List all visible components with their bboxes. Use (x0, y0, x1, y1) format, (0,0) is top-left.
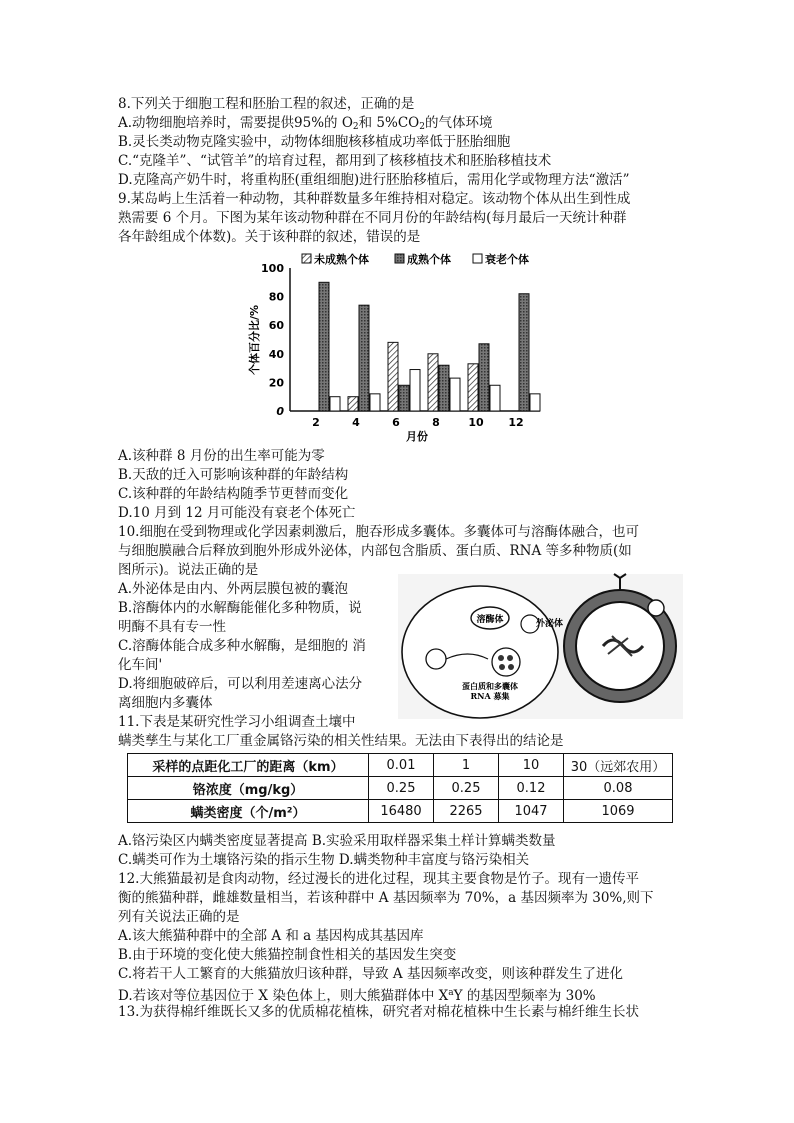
chart-xticks (312, 416, 523, 429)
q10-option-d-line2: 离细胞内多囊体 (118, 695, 213, 711)
q8-option-b: B.灵长类动物克隆实验中，动物体细胞核移植成功率低于胚胎细胞 (118, 134, 511, 150)
q9-option-c: C.该种群的年龄结构随季节更替而变化 (118, 486, 349, 502)
bar-mature (519, 294, 529, 411)
chart-ylabel: 个体百分比/% (248, 304, 261, 376)
q8-option-d: D.克隆高产奶牛时，将重构胚(重组细胞)进行胚胎移植后，需用化学或物理方法“激活” (118, 172, 630, 188)
y-tick-label: 40 (268, 347, 284, 361)
q12-option-d: D.若该对等位基因位于 X 染色体上，则大熊猫群体中 $X^aY$ 的基因型频率为 30% (118, 988, 596, 1004)
q9-option-d: D.10 月到 12 月可能没有衰老个体死亡 (118, 505, 356, 521)
bar-senescent (330, 397, 340, 411)
q10-stem-line3: 图所示)。说法正确的是 (118, 562, 259, 578)
q9-stem-line3: 各年龄组成个体数)。关于该种群的叙述，错误的是 (118, 229, 421, 245)
y-tick-label: 20 (268, 376, 284, 390)
q10-option-d-line1: D.将细胞破碎后，可以利用差速离心法分 (118, 676, 363, 692)
legend-swatch-senescent (473, 254, 482, 263)
bar-mature (399, 385, 409, 411)
q12-option-a: A.该大熊猫种群中的全部 A 和 a 基因构成其基因库 (118, 928, 424, 944)
bar-immature (348, 397, 358, 411)
q10-stem-line1: 10.细胞在受到物理或化学因素刺激后，胞吞形成多囊体。多囊体可与溶酶体融合，也可 (118, 524, 639, 540)
table-header-row (128, 754, 673, 777)
q10-option-c-line1: C.溶酶体能合成多种水解酶，是细胞的 消 (118, 638, 366, 654)
exosome-zoom-inner (576, 602, 664, 690)
y-tick-label: 100 (261, 262, 284, 275)
legend-label-mature: 成熟个体 (407, 253, 451, 266)
q10-option-b-line1: B.溶酶体内的水解酶能催化多种物质，说 (118, 600, 362, 616)
bar-mature (359, 305, 369, 411)
q8-option-c: C.“克隆羊”、“试管羊”的培育过程，都用到了核移植技术和胚胎移植技术 (118, 153, 552, 169)
table-cell: 0.25 (369, 777, 434, 800)
bar-senescent (370, 394, 380, 411)
x-tick-label: 12 (508, 416, 524, 429)
bar-mature (439, 365, 449, 411)
table-cell: 16480 (369, 800, 434, 823)
q8-stem: 8.下列关于细胞工程和胚胎工程的叙述，正确的是 (118, 96, 415, 112)
y-tick-label: 0 (276, 405, 284, 418)
table-cell: 0.25 (434, 777, 499, 800)
table-cell: 1069 (564, 800, 673, 823)
q9-option-b: B.天敌的迁入可影响该种群的年龄结构 (118, 467, 349, 483)
chart-yticks (261, 262, 284, 418)
mvb-label-line2: RNA 募集 (470, 691, 510, 701)
x-tick-label: 4 (352, 416, 360, 429)
legend-swatch-immature (302, 254, 311, 263)
q10-option-b-line2: 明酶不具有专一性 (118, 619, 226, 635)
q10-option-a: A.外泌体是由内、外两层膜包被的囊泡 (118, 581, 349, 597)
q12-option-b: B.由于环境的变化使大熊猫控制食性相关的基因发生突变 (118, 947, 457, 963)
exosome-diagram (398, 574, 683, 719)
q12-stem-line1: 12.大熊猫最初是食肉动物，经过漫长的进化过程，现其主要食物是竹子。现有一遗传平 (118, 871, 639, 887)
q11-options-line1: A.铬污染区内螨类密度显著提高 B.实验采用取样器采集土样计算螨类数量 (118, 833, 556, 849)
q11-stem-line1: 11.下表是某研究性学习小组调查土壤中 (118, 714, 356, 730)
q9-stem-line1: 9.某岛屿上生活着一种动物，其种群数量多年维持相对稳定。该动物个体从出生到性成 (118, 191, 631, 207)
q13-stem-line1: 13.为获得棉纤维既长又多的优质棉花植株，研究者对棉花植株中生长素与棉纤维生长状 (118, 1004, 639, 1020)
x-tick-label: 10 (468, 416, 484, 429)
table-cell: 铬浓度（mg/kg） (128, 777, 369, 800)
q10-option-c-line2: 化车间' (118, 657, 163, 673)
q9-option-a: A.该种群 8 月份的出生率可能为零 (118, 448, 325, 464)
bar-senescent (490, 385, 500, 411)
table-row (128, 777, 673, 800)
q11-options-line2: C.螨类可作为土壤铬污染的指示生物 D.螨类物种丰富度与铬污染相关 (118, 852, 530, 868)
table-header-cell: 10 (499, 754, 564, 777)
q9-stem-line2: 熟需要 6 个月。下图为某年该动物种群在不同月份的年龄结构(每月最后一天统计种群 (118, 210, 627, 226)
y-tick-label: 60 (268, 319, 284, 333)
table-cell: 1047 (499, 800, 564, 823)
chart-bars (319, 282, 540, 411)
legend-label-senescent: 衰老个体 (485, 253, 529, 266)
x-tick-label: 8 (432, 416, 440, 429)
legend-swatch-mature (395, 254, 404, 263)
bar-immature (388, 342, 398, 411)
table-cell: 0.08 (564, 777, 673, 800)
q12-option-c: C.将若干人工繁育的大熊猫放归该种群，导致 A 基因频率改变，则该种群发生了进化 (118, 966, 623, 982)
x-tick-label: 2 (312, 416, 320, 429)
mvb-label-line1: 蛋白质和多囊体 (462, 681, 518, 691)
x-tick-label: 6 (392, 416, 400, 429)
table-header-cell: 采样的点距化工厂的距离（km） (128, 754, 369, 777)
table-cell: 0.12 (499, 777, 564, 800)
table-row (128, 800, 673, 823)
age-structure-chart (250, 248, 550, 443)
chart-legend (302, 252, 529, 266)
lysosome-label: 溶酶体 (476, 615, 504, 625)
bar-senescent (450, 378, 460, 411)
q10-stem-line2: 与细胞膜融合后释放到胞外形成外泌体，内部包含脂质、蛋白质、RNA 等多种物质(如 (118, 543, 632, 559)
bar-mature (319, 282, 329, 411)
q12-stem-line2: 衡的熊猫种群，雌雄数量相当，若该种群中 A 基因频率为 70%，a 基因频率为 30%,则下 (118, 890, 654, 906)
q12-stem-line3: 列有关说法正确的是 (118, 909, 240, 925)
table-header-cell: 1 (434, 754, 499, 777)
chart-xlabel: 月份 (406, 430, 428, 443)
table-header-cell: 0.01 (369, 754, 434, 777)
table-cell: 螨类密度（个/m²） (128, 800, 369, 823)
bar-senescent (530, 394, 540, 411)
table-cell: 2265 (434, 800, 499, 823)
exosome-label: 外泌体 (536, 619, 564, 629)
q11-stem-line2: 螨类孳生与某化工厂重金属铬污染的相关性结果。无法由下表得出的结论是 (118, 733, 564, 749)
multivesicular-body (492, 648, 520, 676)
bar-mature (479, 344, 489, 411)
bar-immature (468, 364, 478, 411)
y-tick-label: 80 (268, 290, 284, 304)
chromium-mite-table (127, 753, 673, 823)
table-header-cell: 30（远郊农用） (564, 754, 673, 777)
bar-senescent (410, 370, 420, 411)
q8-option-a: A.动物细胞培养时，需要提供95%的 $O_2$和 $5\%CO_2$的气体环境 (118, 115, 493, 132)
legend-label-immature: 未成熟个体 (314, 253, 369, 266)
endocytic-vesicle (426, 649, 446, 669)
bar-immature (428, 354, 438, 411)
